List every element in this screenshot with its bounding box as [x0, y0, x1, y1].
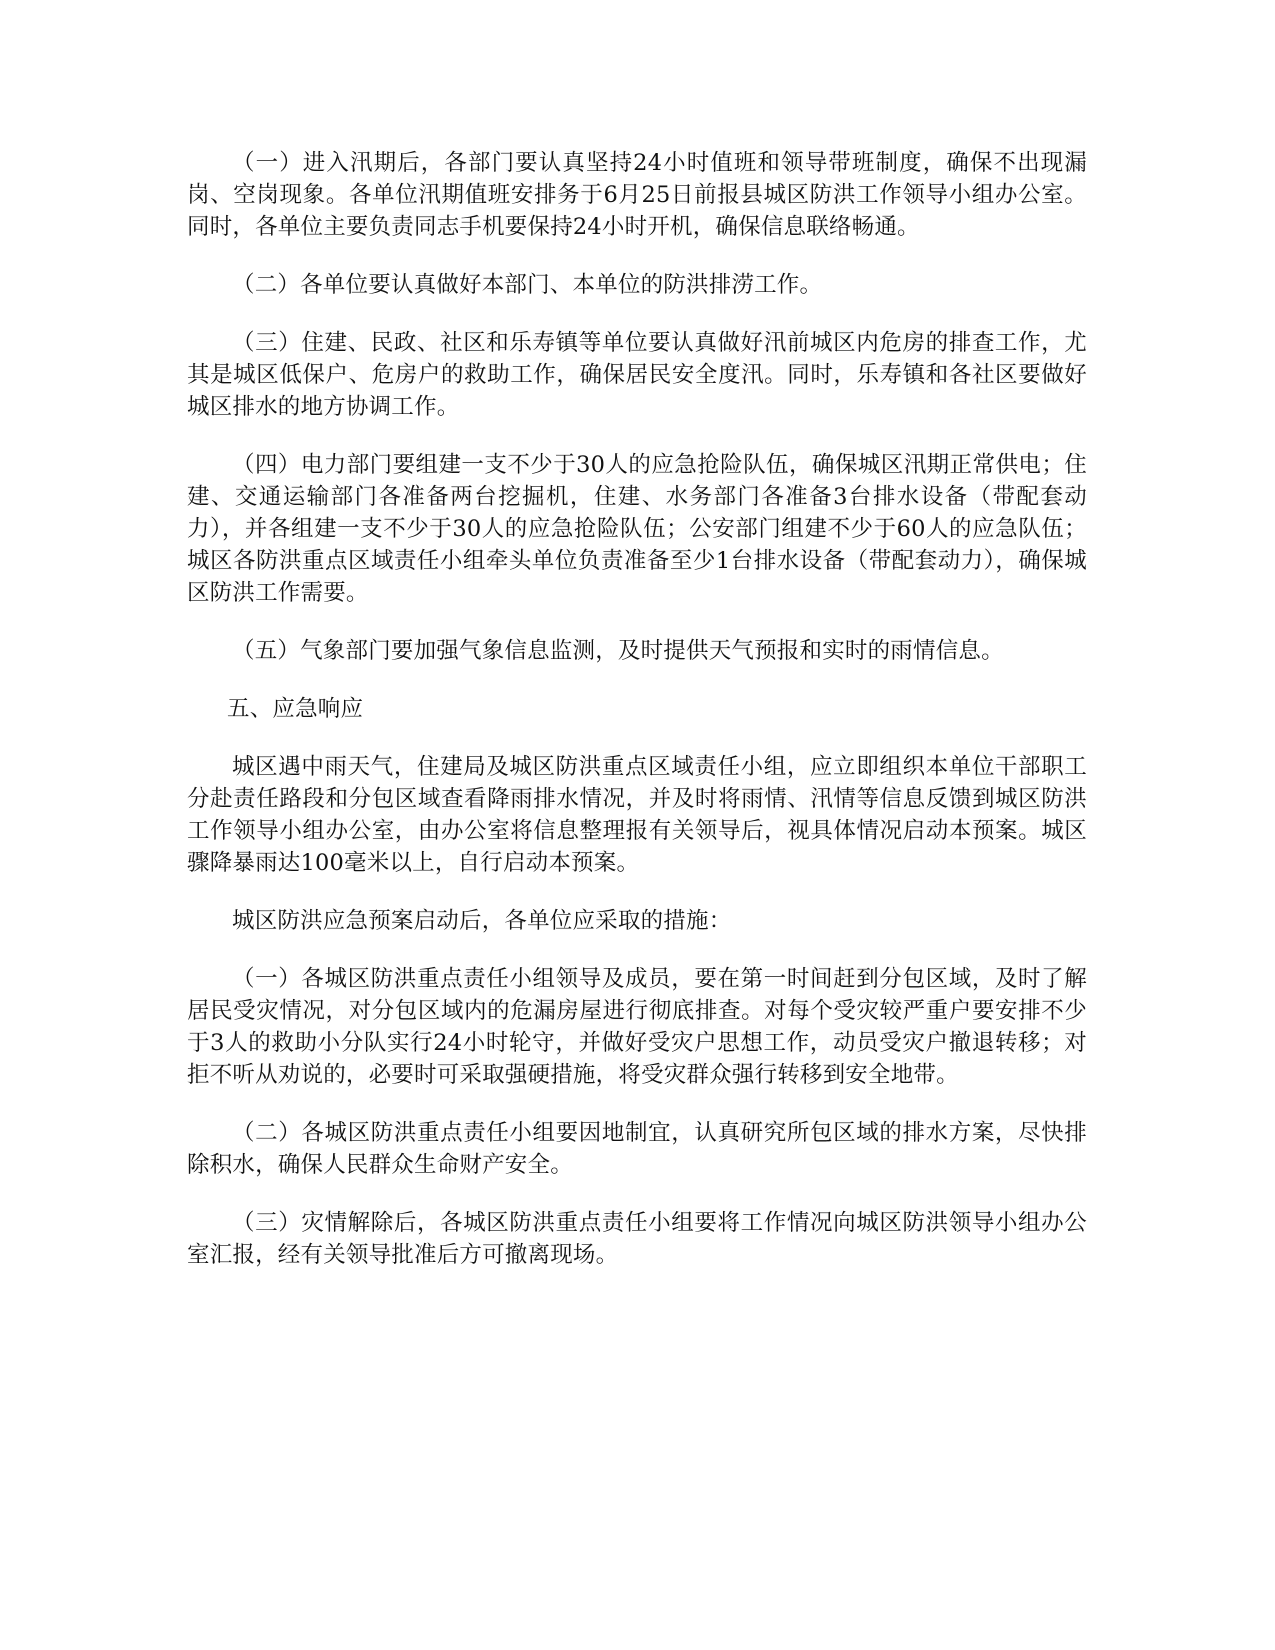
paragraph-response-trigger: 城区遇中雨天气，住建局及城区防洪重点区域责任小组，应立即组织本单位干部职工分赴责任路段和分包区域查看降雨排水情况，并及时将雨情、汛情等信息反馈到城区防洪工作领导小组办公室，由办公室将信息整理报有关领导后，视具体情况启动本预案。城区骤降暴雨达100毫米以上，自行启动本预案。	[187, 754, 1087, 876]
paragraph-measure-rescue: （一）各城区防洪重点责任小组领导及成员，要在第一时间赶到分包区域，及时了解居民受灾情况，对分包区域内的危漏房屋进行彻底排查。对每个受灾较严重户要安排不少于3人的救助小分队实行24小时轮守，并做好受灾户思想工作，动员受灾户撤退转移；对拒不听从劝说的，必要时可采取强硬措施，将受灾群众强行转移到安全地带。	[187, 966, 1087, 1088]
paragraph-flood-drainage: （二）各单位要认真做好本部门、本单位的防洪排涝工作。	[232, 272, 823, 298]
paragraph-weather-monitoring: （五）气象部门要加强气象信息监测，及时提供天气预报和实时的雨情信息。	[232, 638, 1004, 664]
paragraph-dangerous-housing: （三）住建、民政、社区和乐寿镇等单位要认真做好汛前城区内危房的排查工作，尤其是城区低保户、危房户的救助工作，确保居民安全度汛。同时，乐寿镇和各社区要做好城区排水的地方协调工作。	[187, 330, 1087, 420]
paragraph-measure-reporting: （三）灾情解除后，各城区防洪重点责任小组要将工作情况向城区防洪领导小组办公室汇报，经有关领导批准后方可撤离现场。	[187, 1210, 1087, 1268]
section-heading-emergency-response: 五、应急响应	[227, 696, 364, 722]
document-body	[187, 147, 1087, 1297]
paragraph-measures-intro: 城区防洪应急预案启动后，各单位应采取的措施：	[232, 908, 732, 934]
paragraph-emergency-teams: （四）电力部门要组建一支不少于30人的应急抢险队伍，确保城区汛期正常供电；住建、交通运输部门各准备两台挖掘机，住建、水务部门各准备3台排水设备（带配套动力），并各组建一支不少于30人的应急抢险队伍；公安部门组建不少于60人的应急队伍；城区各防洪重点区域责任小组牵头单位负责准备至少1台排水设备（带配套动力），确保城区防洪工作需要。	[187, 452, 1087, 606]
paragraph-measure-drainage-plan: （二）各城区防洪重点责任小组要因地制宜，认真研究所包区域的排水方案，尽快排除积水，确保人民群众生命财产安全。	[187, 1120, 1087, 1178]
paragraph-duty-schedule: （一）进入汛期后，各部门要认真坚持24小时值班和领导带班制度，确保不出现漏岗、空岗现象。各单位汛期值班安排务于6月25日前报县城区防洪工作领导小组办公室。同时，各单位主要负责同志手机要保持24小时开机，确保信息联络畅通。	[187, 150, 1087, 240]
